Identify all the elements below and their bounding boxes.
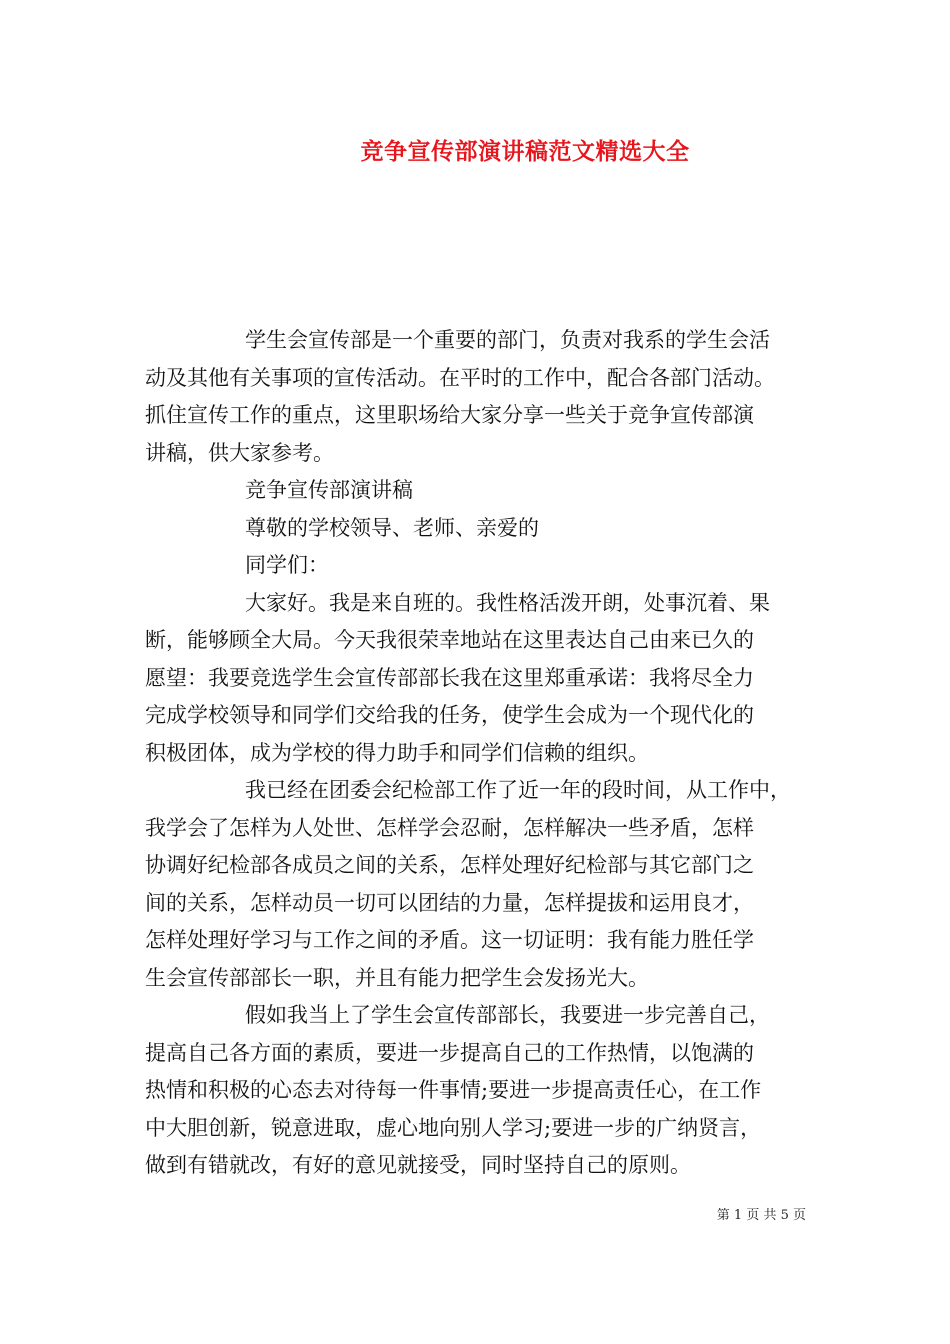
paragraph-greeting [145, 585, 810, 773]
text-line: 尊敬的学校领导、老师、亲爱的 [245, 515, 539, 540]
text-line: 提高自己各方面的素质，要进一步提高自己的工作热情，以饱满的 [145, 1040, 754, 1065]
text-line: 动及其他有关事项的宣传活动。在平时的工作中，配合各部门活动。 [145, 365, 775, 390]
text-line: 断，能够顾全大局。今天我很荣幸地站在这里表达自己由来已久的 [145, 628, 754, 652]
paragraph-intro [145, 322, 810, 472]
paragraph-plan [145, 997, 810, 1185]
text-line: 讲稿，供大家参考。 [145, 440, 334, 465]
document-title: 竞争宣传部演讲稿范文精选大全 [360, 138, 690, 165]
text-line: 做到有错就改，有好的意见就接受，同时坚持自己的原则。 [145, 1153, 691, 1177]
text-line: 愿望：我要竞选学生会宣传部部长我在这里郑重承诺：我将尽全力 [145, 665, 754, 690]
text-line: 怎样处理好学习与工作之间的矛盾。这一切证明：我有能力胜任学 [145, 928, 754, 952]
page-number-footer: 第 1 页 共 5 页 [716, 1208, 806, 1223]
paragraph-salutation-cont [145, 547, 810, 585]
text-line: 生会宣传部部长一职，并且有能力把学生会发扬光大。 [145, 965, 649, 990]
text-line: 间的关系，怎样动员一切可以团结的力量，怎样提拔和运用良才， [145, 890, 754, 915]
text-line: 我已经在团委会纪检部工作了近一年的段时间，从工作中， [245, 778, 791, 802]
text-line: 假如我当上了学生会宣传部部长，我要进一步完善自己， [245, 1003, 770, 1027]
text-line: 我学会了怎样为人处世、怎样学会忍耐，怎样解决一些矛盾，怎样 [145, 815, 754, 840]
text-line: 竞争宣传部演讲稿 [245, 478, 413, 502]
paragraph-salutation [145, 510, 810, 548]
document-body [145, 322, 810, 1185]
text-line: 中大胆创新，锐意进取，虚心地向别人学习;要进一步的广纳贤言， [145, 1115, 762, 1140]
text-line: 大家好。我是来自班的。我性格活泼开朗，处事沉着、果 [245, 590, 770, 615]
paragraph-experience [145, 772, 810, 997]
text-line: 协调好纪检部各成员之间的关系，怎样处理好纪检部与其它部门之 [145, 853, 754, 877]
text-line: 热情和积极的心态去对待每一件事情;要进一步提高责任心，在工作 [145, 1078, 762, 1102]
text-line: 积极团体，成为学校的得力助手和同学们信赖的组织。 [145, 740, 649, 765]
text-line: 学生会宣传部是一个重要的部门，负责对我系的学生会活 [245, 328, 770, 352]
text-line: 同学们： [245, 553, 329, 577]
paragraph-heading [145, 472, 810, 510]
text-line: 完成学校领导和同学们交给我的任务，使学生会成为一个现代化的 [145, 703, 754, 727]
text-line: 抓住宣传工作的重点，这里职场给大家分享一些关于竞争宣传部演 [145, 403, 754, 427]
